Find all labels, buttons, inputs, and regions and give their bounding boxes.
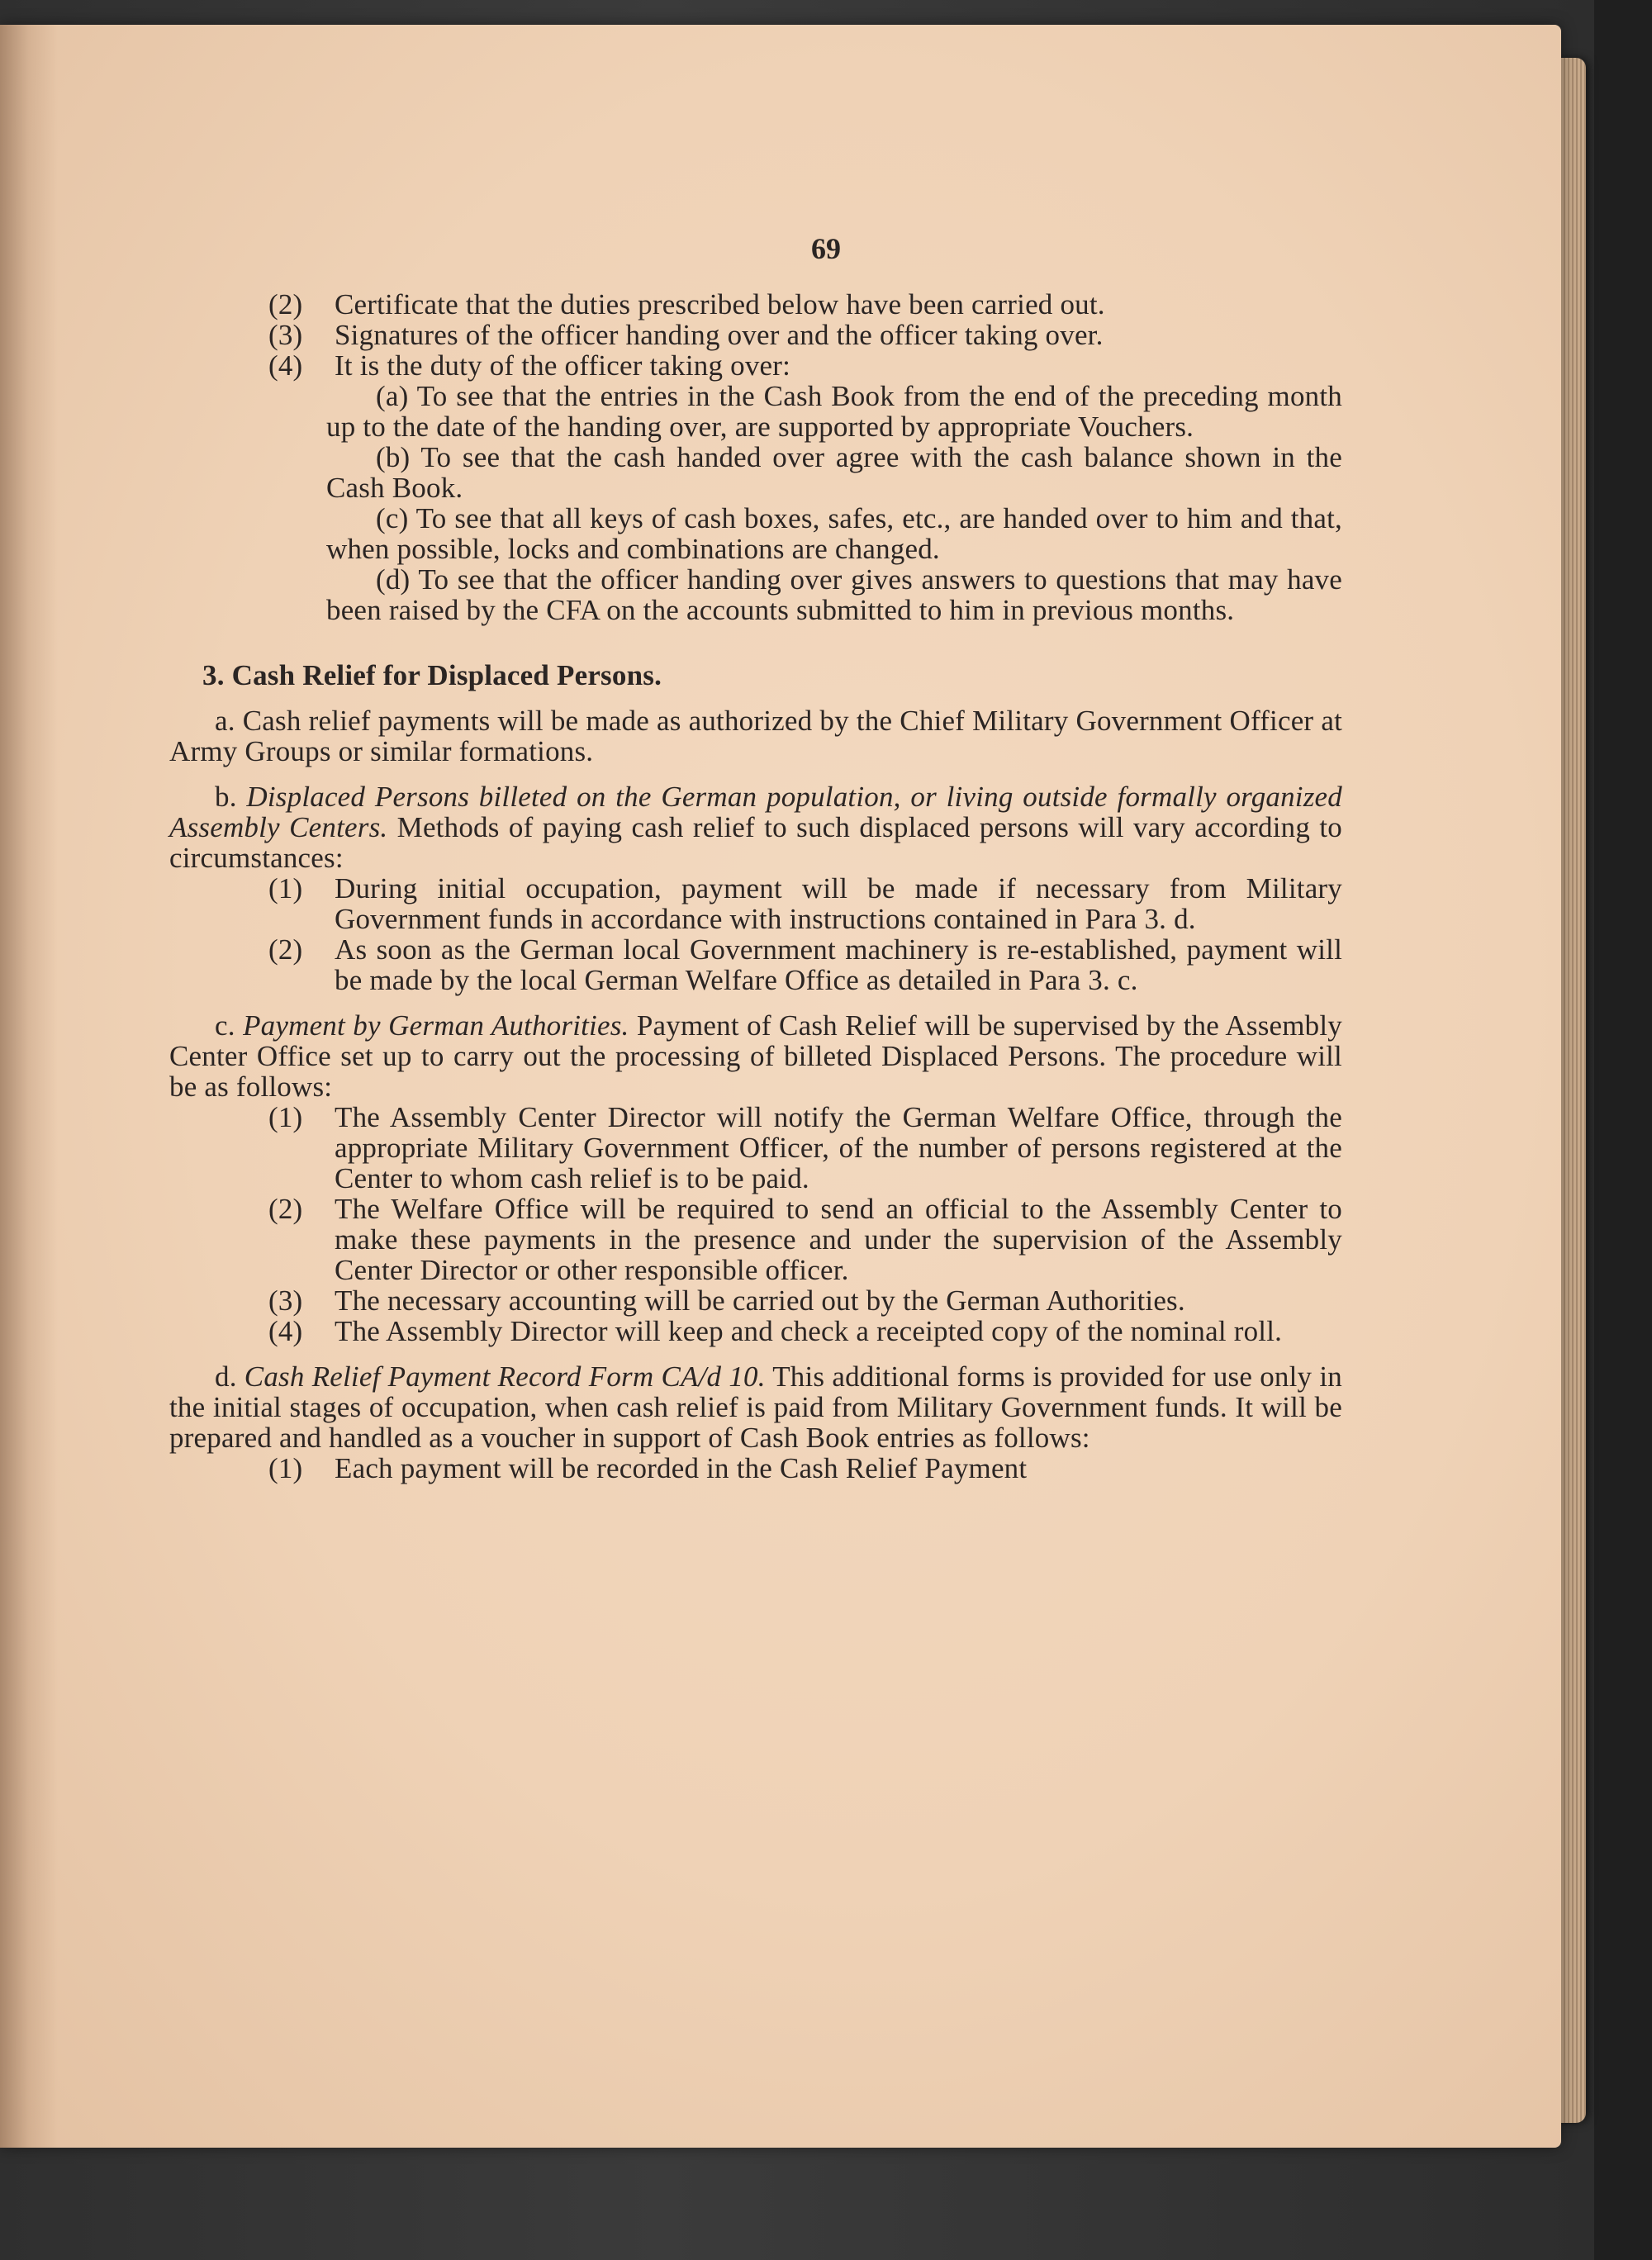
scan-edge-right	[1594, 0, 1652, 2260]
item-text: The Welfare Office will be required to send an official to the Assembly Center to make these payments in the presence and under the supervision of the Assembly Center Director or other responsible officer.	[335, 1193, 1342, 1286]
paragraph-text: This additional forms is provided for use only in the initial stages of occupation, when cash relief is paid from Military Government funds. It will be prepared and handled as a voucher in support of Cash Book entries as follows:	[169, 1360, 1342, 1454]
subitem-text: To see that the cash handed over agree with the cash balance shown in the Cash Book.	[326, 441, 1342, 504]
item-text: The Assembly Center Director will notify the German Welfare Office, through the appropriate Military Government Officer, of the number of persons registered at the Center to whom cash relief is to be paid.	[335, 1101, 1342, 1194]
paragraph-label: c.	[215, 1009, 235, 1042]
subitem-list	[169, 381, 1342, 625]
subitem	[326, 442, 1342, 503]
list-item	[169, 1285, 1342, 1316]
subitem-label: (a)	[376, 380, 409, 412]
item-number: (4)	[268, 1315, 303, 1347]
item-text: As soon as the German local Government machinery is re-established, payment will be made by the local German Welfare Office as detailed in Para 3. c.	[335, 933, 1342, 996]
subitem-text: To see that all keys of cash boxes, safes, etc., are handed over to him and that, when possible, locks and combinations are changed.	[326, 502, 1342, 565]
paragraph-label: d.	[215, 1360, 237, 1393]
paragraph-italic-title: Cash Relief Payment Record Form CA/d 10.	[244, 1360, 766, 1393]
subitem-label: (d)	[376, 563, 411, 596]
paragraph-label: b.	[215, 781, 237, 813]
item-number: (3)	[268, 1284, 303, 1317]
item-number: (2)	[268, 1193, 303, 1225]
page-text	[169, 223, 1342, 1484]
item-number: (2)	[268, 933, 303, 966]
page-number: 69	[811, 232, 841, 265]
subitem	[326, 503, 1342, 564]
section-heading: 3. Cash Relief for Displaced Persons.	[202, 659, 662, 691]
list-item	[169, 873, 1342, 934]
subitem	[326, 564, 1342, 625]
item-number: (3)	[268, 319, 303, 351]
item-text: Each payment will be recorded in the Cash Relief Payment	[335, 1452, 1028, 1484]
list-item	[169, 1194, 1342, 1285]
subitem-text: To see that the entries in the Cash Book from the end of the preceding month up to the date of the handing over, are supported by appropriate Vouchers.	[326, 380, 1342, 443]
item-number: (1)	[268, 1101, 303, 1133]
list-item	[169, 1316, 1342, 1346]
list-item	[169, 1102, 1342, 1194]
paragraph-text: Methods of paying cash relief to such displaced persons will vary according to circumstances:	[169, 811, 1342, 874]
item-text: The Assembly Director will keep and check a receipted copy of the nominal roll.	[335, 1315, 1283, 1347]
paragraph-label: a.	[215, 705, 235, 737]
paragraph-b	[169, 781, 1342, 873]
subitem	[326, 381, 1342, 442]
item-text: The necessary accounting will be carried out by the German Authorities.	[335, 1284, 1185, 1317]
item-number: (2)	[268, 288, 303, 320]
paragraph-text: Cash relief payments will be made as authorized by the Chief Military Government Officer at Army Groups or similar formations.	[169, 705, 1343, 767]
list-item	[169, 320, 1342, 350]
item-number: (4)	[268, 349, 303, 382]
item-text: Signatures of the officer handing over and the officer taking over.	[335, 319, 1104, 351]
subitem-text: To see that the officer handing over gives answers to questions that may have been raised by the CFA on the accounts submitted to him in previous months.	[326, 563, 1342, 626]
list-item	[169, 350, 1342, 381]
paragraph-a	[169, 705, 1342, 767]
page-gutter-shadow	[0, 25, 58, 2148]
item-number: (1)	[268, 1452, 303, 1484]
item-text: During initial occupation, payment will be made if necessary from Military Government funds in accordance with instructions contained in Para 3. d.	[335, 872, 1342, 935]
list-item	[169, 1453, 1342, 1484]
paragraph-d	[169, 1361, 1342, 1453]
item-number: (1)	[268, 872, 303, 904]
list-item	[169, 934, 1342, 995]
paragraph-text: Payment of Cash Relief will be supervised by the Assembly Center Office set up to carry out the processing of billeted Displaced Persons. The procedure will be as follows:	[169, 1009, 1343, 1103]
paragraph-italic-title: Displaced Persons billeted on the German population, or living outside formally organized Assembly Centers.	[169, 781, 1342, 843]
subitem-label: (b)	[376, 441, 411, 473]
paragraph-italic-title: Payment by German Authorities.	[243, 1009, 629, 1042]
subitem-label: (c)	[376, 502, 409, 534]
paragraph-c	[169, 1010, 1342, 1102]
list-item	[169, 289, 1342, 320]
item-text: It is the duty of the officer taking over:	[335, 349, 791, 382]
item-text: Certificate that the duties prescribed below have been carried out.	[335, 288, 1105, 320]
